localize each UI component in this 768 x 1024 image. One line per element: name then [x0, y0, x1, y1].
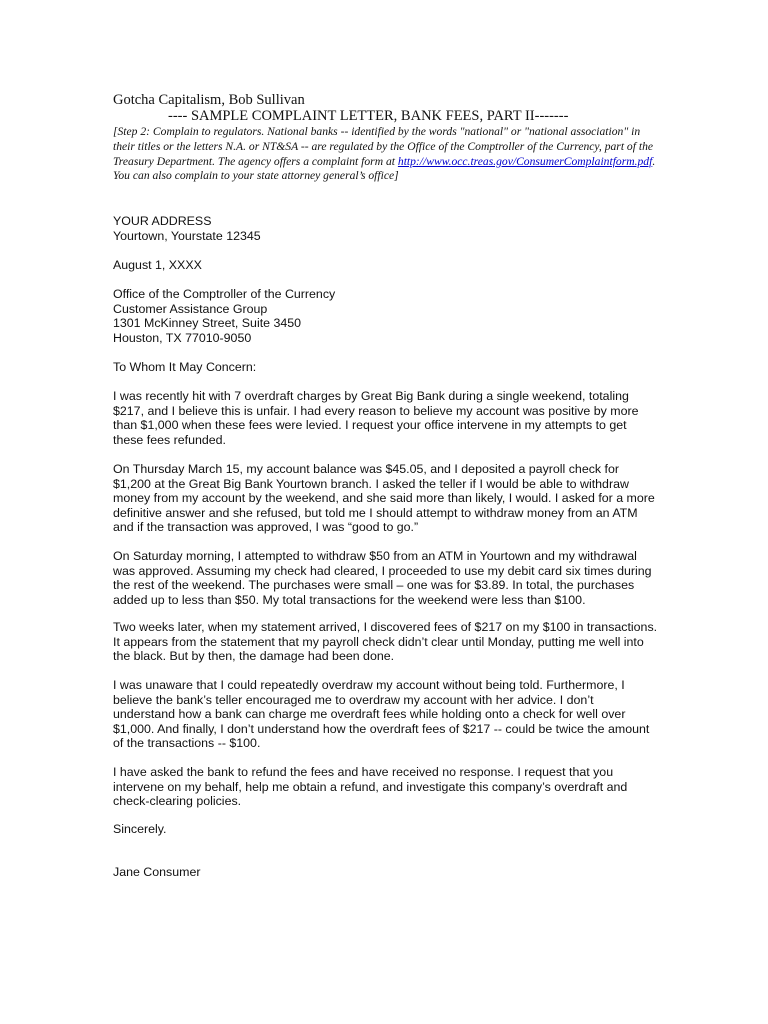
recipient-address — [113, 287, 658, 345]
instruction-note — [113, 125, 658, 184]
letter-paragraph: I was unaware that I could repeatedly overdraw my account without being told. Furthermore, I believe the bank’s teller encouraged me to overdraw my account with her advice. I don’t understand how a bank can charge me overdraft fees while holding onto a check for well over $1,000. And finally, I don’t understand how the overdraft fees of $217 -- could be twice the amount of the transactions -- $100. — [113, 678, 650, 751]
recipient-address-line: 1301 McKinney Street, Suite 3450 — [113, 316, 302, 331]
recipient-address-line: Houston, TX 77010-9050 — [113, 330, 252, 345]
note-text-after: . You can also complain to your state attorney general’s office] — [113, 154, 656, 183]
letter-paragraph: I was recently hit with 7 overdraft charges by Great Big Bank during a single weekend, totaling $217, and I believe this is unfair. I had every reason to believe my account was positive by more than $1,000 when these fees were levied. I request your office intervene in my attempts to get these fees refunded. — [113, 389, 639, 447]
letter-greeting: To Whom It May Concern: — [113, 360, 257, 374]
document-title: Gotcha Capitalism, Bob Sullivan — [113, 92, 305, 108]
letter-paragraph: I have asked the bank to refund the fees and have received no response. I request that you intervene on my behalf, help me obtain a refund, and investigate this company’s overdraft and check-clearing policies. — [113, 765, 628, 809]
letter-date: August 1, XXXX — [113, 258, 202, 272]
sender-address-line: Yourtown, Yourstate 12345 — [113, 228, 261, 243]
document-subtitle: ---- SAMPLE COMPLAINT LETTER, BANK FEES, PART II------- — [168, 108, 569, 124]
sender-address-line: YOUR ADDRESS — [113, 214, 212, 228]
letter-paragraph: On Saturday morning, I attempted to withdraw $50 from an ATM in Yourtown and my withdrawal was approved. Assuming my check had cleared, I proceeded to use my debit card six times during the rest of the weekend. The purchases were small – one was for $3.89. In total, the purchases added up to less than $50. My total transactions for the weekend were less than $100. — [113, 549, 652, 607]
recipient-address-line: Customer Assistance Group — [113, 301, 268, 316]
complaint-form-link[interactable]: http://www.occ.treas.gov/ConsumerComplaintform.pdf — [397, 154, 653, 168]
recipient-address-line: Office of the Comptroller of the Currency — [113, 287, 336, 301]
letter-paragraph: Two weeks later, when my statement arrived, I discovered fees of $217 on my $100 in transactions. It appears from the statement that my payroll check didn’t clear until Monday, putting me well into the black. But by then, the damage had been done. — [113, 620, 658, 664]
letter-signature: Jane Consumer — [113, 865, 201, 879]
sender-address — [113, 214, 658, 243]
note-text-before: [Step 2: Complain to regulators. National banks -- identified by the words "national" or "national association" in their titles or the letters N.A. or NT&SA -- are regulated by the Office of the Comptroller of the Currency, part of the Treasury Department. The agency offers a complaint form at — [113, 125, 654, 168]
letter-closing: Sincerely. — [113, 822, 167, 836]
letter-paragraph: On Thursday March 15, my account balance was $45.05, and I deposited a payroll check for $1,200 at the Great Big Bank Yourtown branch. I asked the teller if I would be able to withdraw money from my account by the weekend, and she said more than likely, I would. I asked for a more definitive answer and she refused, but told me I should attempt to withdraw money from an ATM and if the transaction was approved, I was “good to go.” — [113, 462, 655, 535]
